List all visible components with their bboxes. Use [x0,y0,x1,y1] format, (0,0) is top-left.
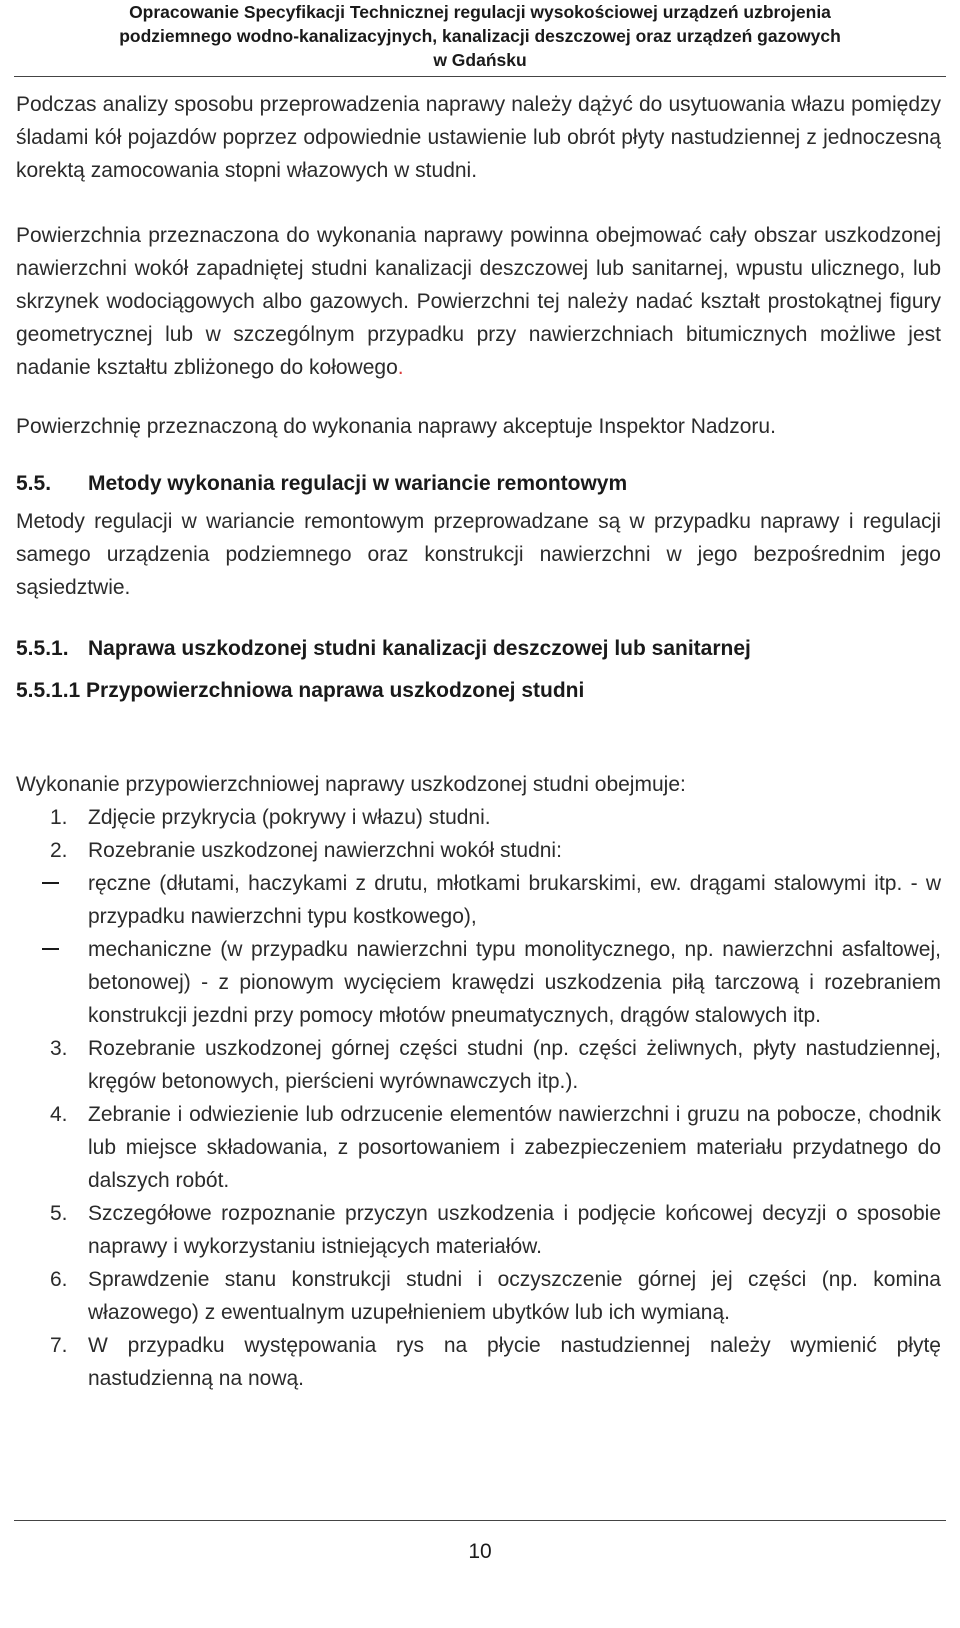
step-text: W przypadku występowania rys na płycie nastudziennej należy wymienić płytę nastudzienną na nową. [88,1334,941,1390]
step-text: Szczegółowe rozpoznanie przyczyn uszkodzenia i podjęcie końcowej decyzji o sposobie naprawy i wykorzystaniu istniejących materiałów. [88,1202,941,1258]
paragraph-acceptance: Powierzchnię przeznaczoną do wykonania naprawy akceptuje Inspektor Nadzoru. [16,415,776,438]
step-number: 5. [50,1202,68,1225]
step-text: Rozebranie uszkodzonej górnej części studni (np. części żeliwnych, płyty nastudziennej, kręgów betonowych, pierścieni wyrównawczych itp.). [88,1037,941,1093]
step-number: 1. [50,806,68,829]
list-item [16,834,941,1032]
steps-intro: Wykonanie przypowierzchniowej naprawy uszkodzonej studni obejmuje: [16,773,686,796]
step-text: Zebranie i odwiezienie lub odrzucenie elementów nawierzchni i gruzu na pobocze, chodnik lub miejsce składowania, z posortowaniem i zabezpieczeniem materiału przydatnego do dalszych robót. [88,1103,941,1192]
dash-item-text: mechaniczne (w przypadku nawierzchni typu monolitycznego, np. nawierzchni asfaltowej, betonowej) - z pionowym wycięciem krawędzi uszkodzenia piłą tarczową i rozebraniem konstrukcji jezdni przy pomocy młotów pneumatycznych, drągów stalowych itp. [88,938,941,1027]
paragraph-repair-area-end: . [397,356,404,379]
step-text: Sprawdzenie stanu konstrukcji studni i oczyszczenie górnej jej części (np. komina włazowego) z ewentualnym uzupełnieniem ubytków lub ich wymianą. [88,1268,941,1324]
paragraph-repair-area-text: Powierzchnia przeznaczona do wykonania naprawy powinna obejmować cały obszar uszkodzonej nawierzchni wokół zapadniętej studni kanalizacji deszczowej lub sanitarnej, wpustu ulicznego, lub skrzynek wodociągowych albo gazowych. Powierzchni tej należy nadać kształt prostokątnej figury geometrycznej lub w szczególnym przypadku przy nawierzchniach bitumicznych możliwe jest nadanie kształtu zbliżonego do kołowego [16,224,941,379]
page-content [16,88,941,1395]
section-5-5-1-heading [16,632,941,666]
list-item [88,933,941,1032]
paragraph-repair-area [16,219,941,384]
step-text: Zdjęcie przykrycia (pokrywy i włazu) studni. [88,806,491,829]
header-line-2: podziemnego wodno-kanalizacyjnych, kanalizacji deszczowej oraz urządzeń gazowych [119,26,841,46]
dash-bullet [42,867,62,900]
page-header [14,0,946,77]
section-5-5-text: Metody regulacji w wariancie remontowym przeprowadzane są w przypadku naprawy i regulacji samego urządzenia podziemnego oraz konstrukcji nawierzchni w jego bezpośrednim jego sąsiedztwie. [16,510,941,599]
step-number: 4. [50,1103,68,1126]
dash-bullet [42,933,62,966]
list-item [88,867,941,933]
step-number: 6. [50,1268,68,1291]
section-5-5-1-number: 5.5.1. [16,637,69,660]
section-5-5-title: Metody wykonania regulacji w wariancie remontowym [88,472,628,495]
list-item [16,1197,941,1263]
step-number: 3. [50,1037,68,1060]
section-5-5-1-title: Naprawa uszkodzonej studni kanalizacji deszczowej lub sanitarnej [88,637,751,660]
page-number: 10 [468,1540,492,1563]
header-line-1: Opracowanie Specyfikacji Technicznej regulacji wysokościowej urządzeń uzbrojenia [129,2,831,22]
step-number: 2. [50,839,68,862]
section-5-5-1-1-heading: 5.5.1.1 Przypowierzchniowa naprawa uszkodzonej studni [16,679,585,702]
step-text: Rozebranie uszkodzonej nawierzchni wokół studni: [88,839,562,862]
dash-item-text: ręczne (dłutami, haczykami z drutu, młotkami brukarskimi, ew. drągami stalowymi itp. - w przypadku nawierzchni typu kostkowego), [88,872,941,928]
section-5-5-number: 5.5. [16,472,52,495]
step-number: 7. [50,1334,68,1357]
paragraph-manhole-position: Podczas analizy sposobu przeprowadzenia naprawy należy dążyć do usytuowania włazu pomiędzy śladami kół pojazdów poprzez odpowiednie ustawienie lub obrót płyty nastudziennej z jednoczesną korektą zamocowania stopni włazowych w studni. [16,93,941,182]
footer-divider [14,1520,946,1521]
header-line-3: w Gdańsku [433,50,527,70]
section-5-5-heading [16,467,941,501]
list-item [16,1032,941,1098]
list-item [16,1098,941,1197]
step-2-sublist [88,867,941,1032]
steps-list [16,801,941,1395]
list-item [16,1329,941,1395]
list-item [16,1263,941,1329]
list-item [16,801,941,834]
